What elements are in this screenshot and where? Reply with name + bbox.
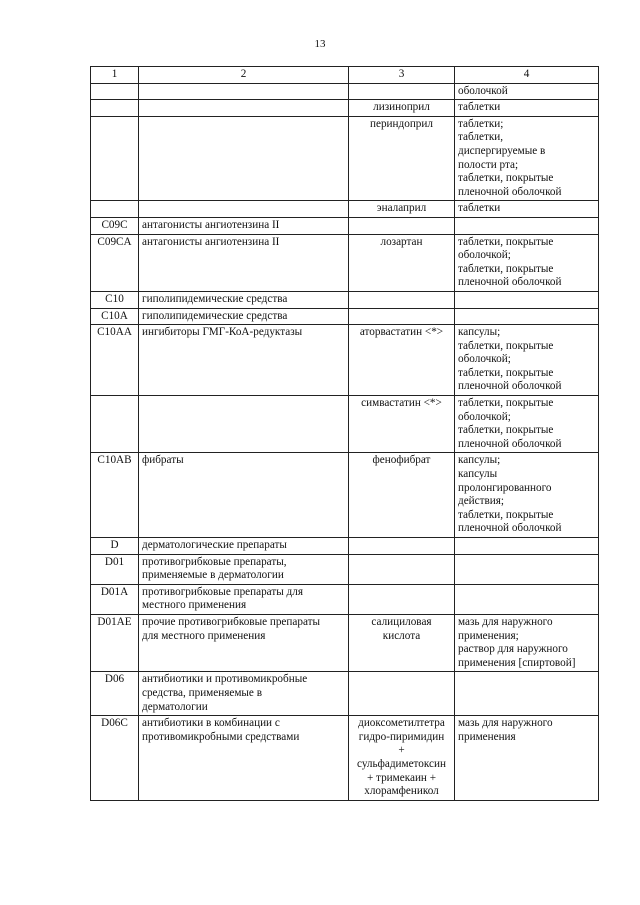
dosage-form-line: таблетки, покрытые [458,339,554,352]
atc-group-cell [139,234,349,291]
inn-line: кислота [382,629,421,642]
inn-line: диоксометилтетра [358,717,445,730]
dosage-form-line: таблетки; [458,117,504,130]
inn-cell [349,614,455,671]
atc-group-line: прочие противогрибковые препараты [142,615,321,628]
dosage-form-line: таблетки, [458,131,504,144]
atc-group-line: применяемые в дерматологии [142,569,284,582]
inn-cell [349,325,455,396]
inn-cell [349,234,455,291]
table-row [91,716,599,801]
inn-line: сульфадиметоксин [357,757,446,770]
atc-group-line: противогрибковые препараты, [142,555,287,568]
table-row [91,554,599,584]
dosage-form-cell [455,201,599,218]
atc-group-line: противогрибковые препараты для [142,585,303,598]
atc-code-cell: C10AA [91,325,139,396]
dosage-form-line: мазь для наружного [458,615,553,628]
inn-line: лозартан [380,235,423,248]
atc-code-cell: D01 [91,554,139,584]
table-row [91,308,599,325]
dosage-form-line: капсулы; [458,454,501,467]
header-col-1: 1 [91,67,139,84]
header-col-3: 3 [349,67,455,84]
inn-line: эналаприл [376,202,427,215]
inn-line: + [398,744,405,757]
dosage-form-line: оболочкой [458,84,508,97]
table-row [91,453,599,538]
atc-code-cell: C10A [91,308,139,325]
table-row [91,614,599,671]
atc-group-line: средства, применяемые в [142,686,262,699]
atc-group-cell [139,716,349,801]
dosage-form-line: таблетки, покрытые [458,262,554,275]
inn-line: аторвастатин <*> [359,326,444,339]
inn-line: хлорамфеникол [364,785,439,798]
inn-cell [349,308,455,325]
inn-cell [349,554,455,584]
atc-code-cell [91,116,139,201]
dosage-form-line: мазь для наружного [458,717,553,730]
dosage-form-line: таблетки, покрытые [458,397,554,410]
inn-cell [349,538,455,555]
page-number: 13 [314,38,326,50]
atc-code-cell: C10 [91,291,139,308]
inn-line: периндоприл [370,117,433,130]
dosage-form-cell [455,325,599,396]
dosage-form-cell [455,584,599,614]
atc-group-line: антагонисты ангиотензина II [142,235,280,248]
dosage-form-cell [455,234,599,291]
dosage-form-line: таблетки [458,202,501,215]
dosage-form-line: таблетки, покрытые [458,235,554,248]
table-header [91,67,599,84]
header-row [91,67,599,84]
dosage-form-line: оболочкой; [458,249,511,262]
inn-cell [349,116,455,201]
atc-group-cell [139,83,349,100]
atc-code-cell: D06 [91,672,139,716]
table-row [91,83,599,100]
atc-code-cell [91,396,139,453]
dosage-form-line: раствор для наружного [458,643,568,656]
dosage-form-cell [455,100,599,117]
atc-group-line: ингибиторы ГМГ-КоА-редуктазы [142,326,303,339]
dosage-form-cell [455,83,599,100]
dosage-form-line: капсулы [458,468,498,481]
dosage-form-cell [455,538,599,555]
dosage-form-line: пленочной оболочкой [458,437,562,450]
table-row [91,116,599,201]
inn-line: салициловая [371,615,432,628]
table-body [91,83,599,800]
dosage-form-line: капсулы; [458,326,501,339]
header-col-4: 4 [455,67,599,84]
dosage-form-cell [455,554,599,584]
dosage-form-cell [455,308,599,325]
inn-cell [349,396,455,453]
inn-line: симвастатин <*> [361,397,442,410]
dosage-form-line: действия; [458,495,505,508]
atc-group-line: местного применения [142,599,247,612]
atc-code-cell: D01AE [91,614,139,671]
dosage-form-line: применения [458,730,516,743]
atc-group-cell [139,614,349,671]
atc-group-cell [139,538,349,555]
atc-code-cell: D06C [91,716,139,801]
atc-group-line: антибиотики и противомикробные [142,673,308,686]
atc-group-line: противомикробными средствами [142,730,300,743]
dosage-form-line: диспергируемые в [458,144,546,157]
atc-code-cell [91,100,139,117]
inn-cell [349,453,455,538]
atc-group-cell [139,201,349,218]
atc-code-cell: D [91,538,139,555]
dosage-form-line: пролонгированного [458,481,552,494]
dosage-form-line: пленочной оболочкой [458,276,562,289]
table-row [91,234,599,291]
dosage-form-cell [455,614,599,671]
table-row [91,100,599,117]
atc-group-line: фибраты [142,454,184,467]
atc-group-cell [139,554,349,584]
dosage-form-line: применения; [458,629,519,642]
dosage-form-line: оболочкой; [458,353,511,366]
table-row [91,672,599,716]
atc-code-cell: D01A [91,584,139,614]
inn-cell [349,584,455,614]
dosage-form-line: таблетки, покрытые [458,172,554,185]
table-row [91,538,599,555]
dosage-form-cell [455,453,599,538]
dosage-form-line: пленочной оболочкой [458,380,562,393]
atc-code-cell: C09CA [91,234,139,291]
drug-table [90,66,599,801]
atc-group-cell [139,325,349,396]
inn-line: лизиноприл [373,101,430,114]
atc-group-cell [139,584,349,614]
atc-code-cell [91,83,139,100]
dosage-form-cell [455,672,599,716]
inn-cell [349,201,455,218]
inn-cell [349,716,455,801]
inn-cell [349,291,455,308]
atc-group-line: антибиотики в комбинации с [142,717,280,730]
dosage-form-line: таблетки [458,101,501,114]
table-row [91,217,599,234]
dosage-form-cell [455,716,599,801]
dosage-form-cell [455,291,599,308]
dosage-form-cell [455,217,599,234]
atc-code-cell: C09C [91,217,139,234]
atc-group-line: антагонисты ангиотензина II [142,218,280,231]
inn-line: гидро-пиримидин [358,730,445,743]
inn-cell [349,83,455,100]
inn-cell [349,672,455,716]
table-row [91,325,599,396]
atc-group-cell [139,672,349,716]
inn-cell [349,100,455,117]
dosage-form-line: пленочной оболочкой [458,522,562,535]
dosage-form-line: полости рта; [458,158,519,171]
inn-line: + тримекаин + [366,771,437,784]
atc-group-cell [139,116,349,201]
inn-line: фенофибрат [372,454,431,467]
table-row [91,201,599,218]
dosage-form-line: таблетки, покрытые [458,508,554,521]
table-row [91,396,599,453]
dosage-form-line: применения [спиртовой] [458,656,576,669]
atc-code-cell: C10AB [91,453,139,538]
dosage-form-cell [455,116,599,201]
atc-group-line: для местного применения [142,629,266,642]
inn-cell [349,217,455,234]
header-col-2: 2 [139,67,349,84]
atc-group-cell [139,308,349,325]
atc-group-cell [139,217,349,234]
dosage-form-line: оболочкой; [458,410,511,423]
atc-group-line: дерматологии [142,700,208,713]
atc-group-line: гиполипидемические средства [142,309,288,322]
atc-group-cell [139,396,349,453]
dosage-form-cell [455,396,599,453]
dosage-form-line: таблетки, покрытые [458,366,554,379]
table-row [91,291,599,308]
atc-group-line: дерматологические препараты [142,539,287,551]
atc-code-cell [91,201,139,218]
atc-group-cell [139,453,349,538]
table-row [91,584,599,614]
atc-group-line: гиполипидемические средства [142,292,288,305]
atc-group-cell [139,291,349,308]
dosage-form-line: таблетки, покрытые [458,424,554,437]
atc-group-cell [139,100,349,117]
dosage-form-line: пленочной оболочкой [458,185,562,198]
